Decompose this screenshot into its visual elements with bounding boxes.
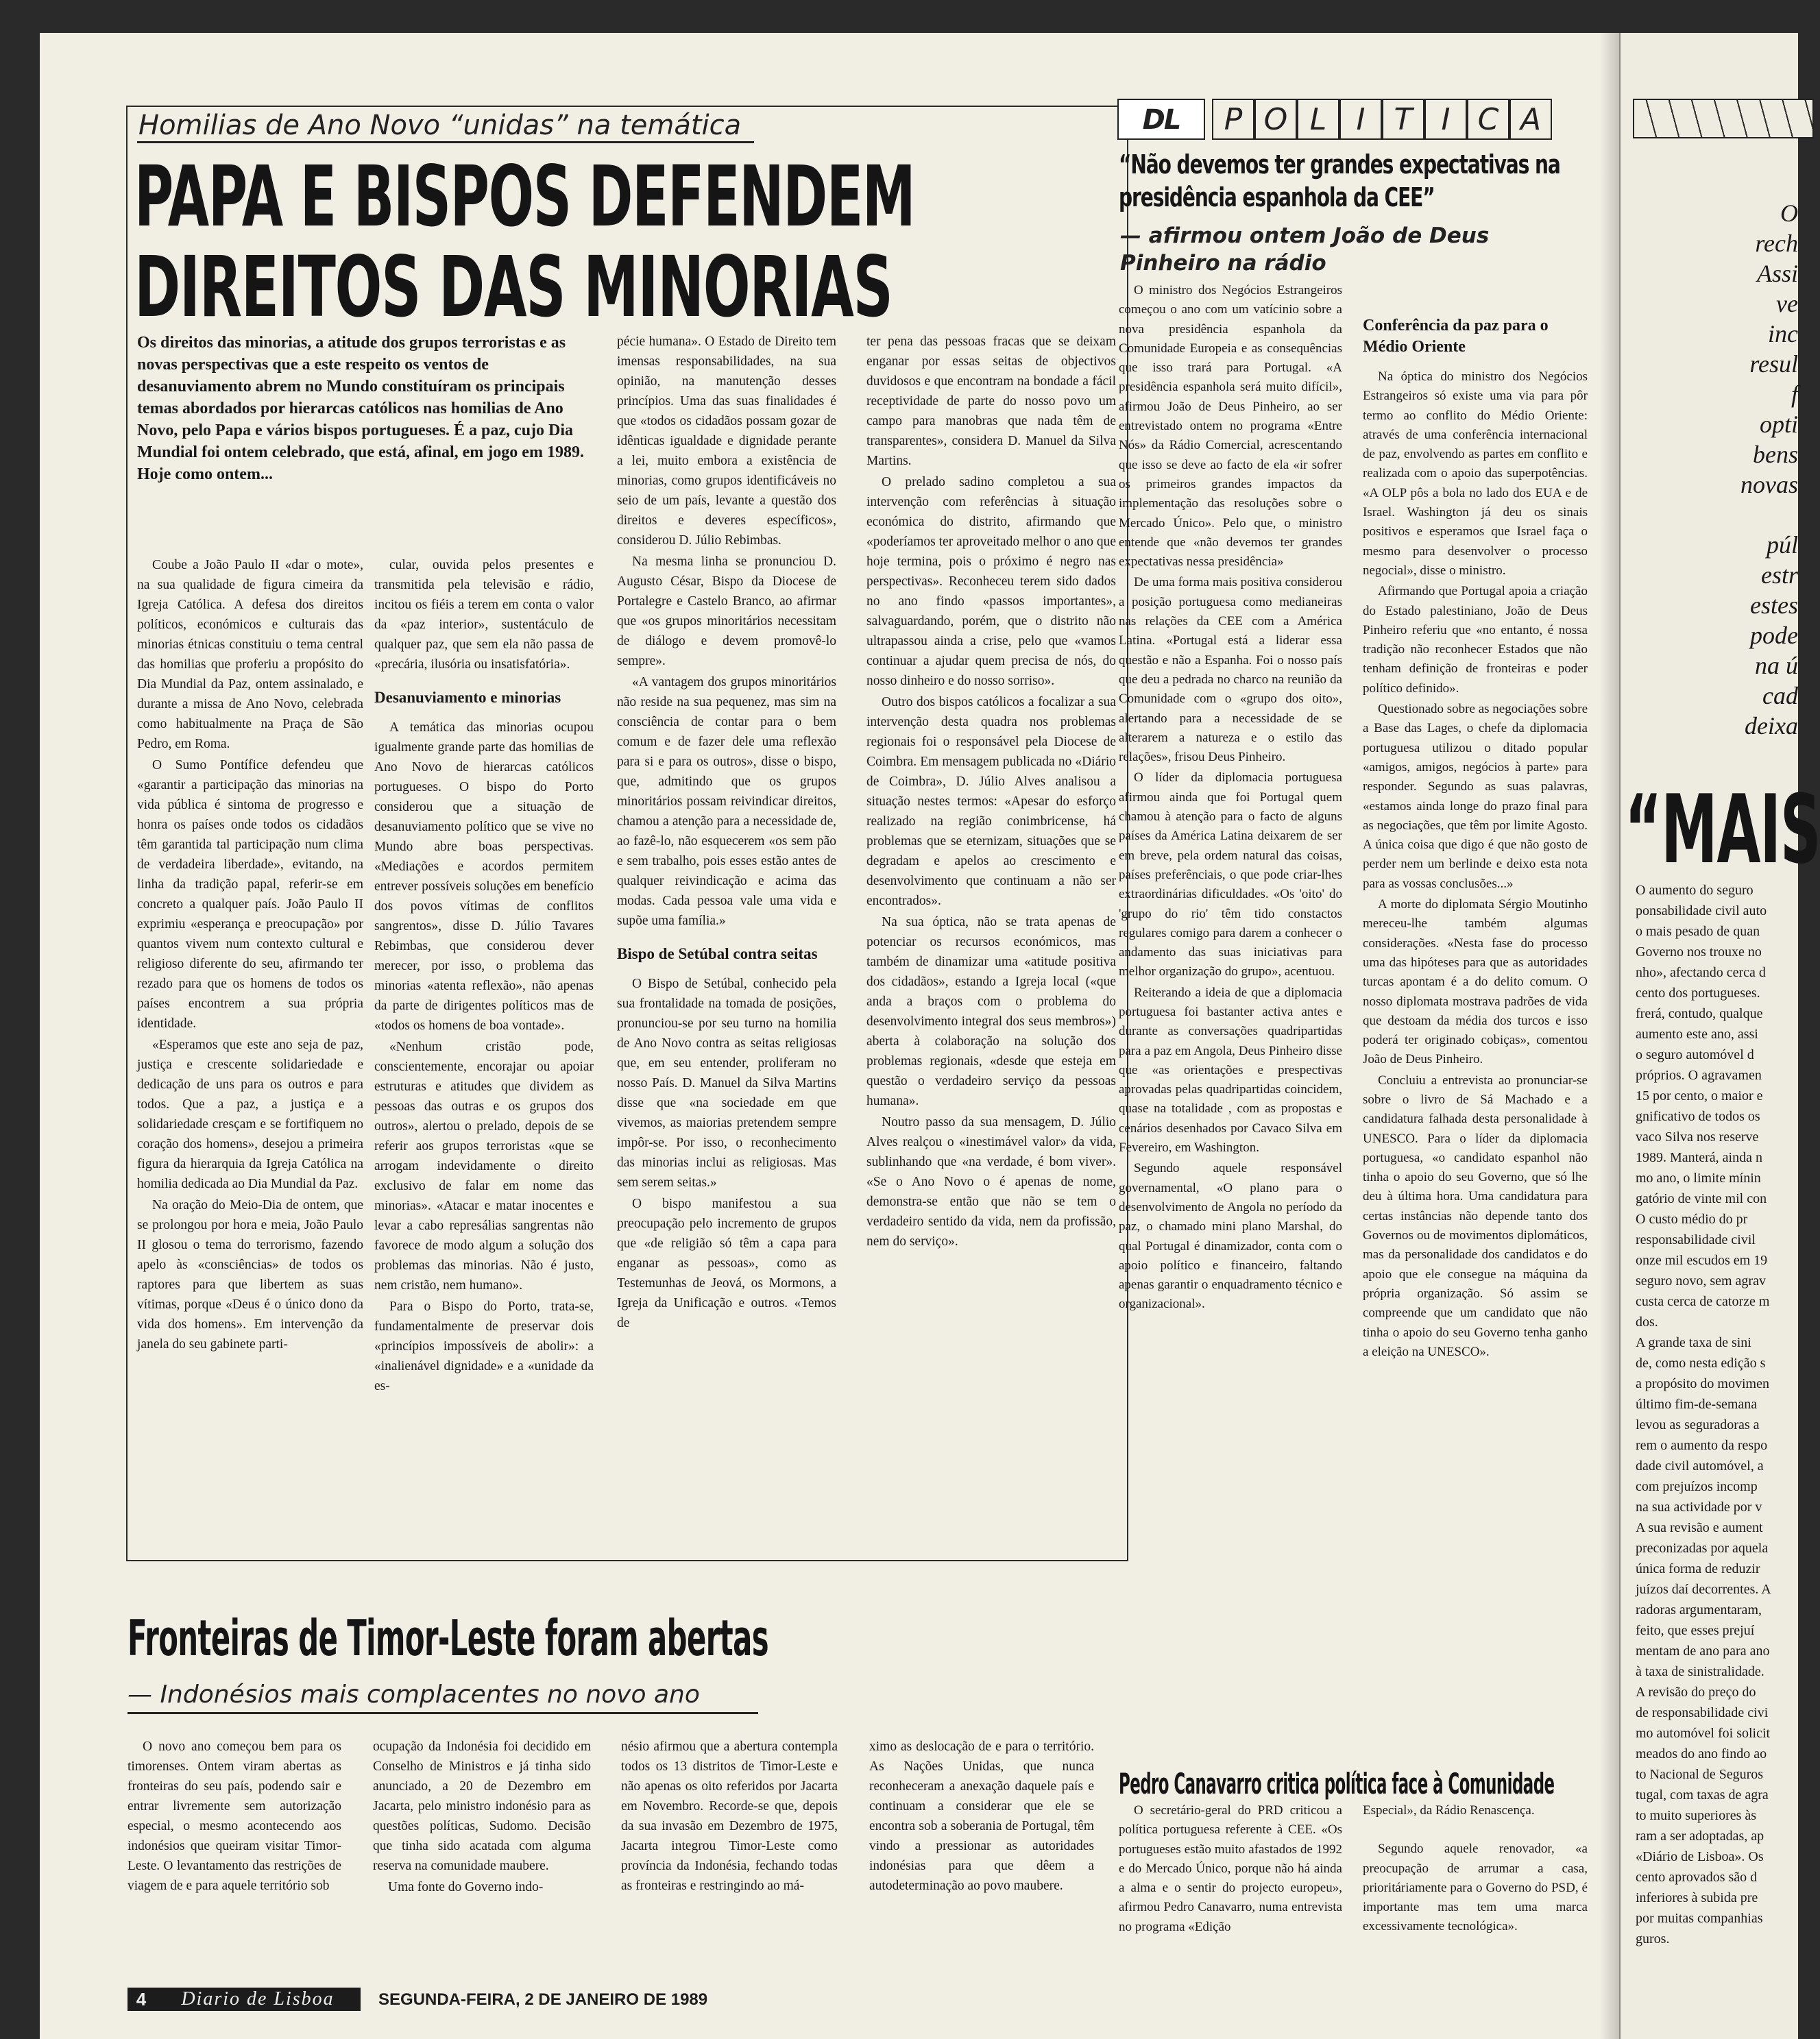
article-headline-line2: DIREITOS DAS MINORIAS — [134, 239, 893, 336]
next-page-body-line: guros. — [1636, 1931, 1670, 1946]
masthead-logo: Diario de Lisboa — [155, 1988, 361, 2011]
dl-logo: DL — [1117, 99, 1205, 140]
next-page-intro-line: novas — [1740, 471, 1798, 498]
next-page-body-line: O custo médio do pr — [1636, 1212, 1748, 1227]
next-page-body-line: gatório de vinte mil con — [1636, 1191, 1767, 1206]
next-page-body-line: por muitas companhias — [1636, 1911, 1763, 1926]
next-page-body-line: de responsabilidade civi — [1636, 1705, 1769, 1720]
paragraph: Na mesma linha se pronunciou D. Augusto César, Bispo da Diocese de Portalegre e Castelo Branco, ao afirmar que «os grupos minoritários necessitam de diálogo e devem promovê-lo sempre». — [617, 554, 836, 668]
timor-subtitle-rule — [128, 1712, 758, 1714]
next-page-intro-line: rech — [1755, 230, 1798, 257]
next-page-body-line: com prejuízos incomp — [1636, 1479, 1758, 1494]
paragraph: Reiterando a ideia de que a diplomacia portuguesa foi bastanter activa antes e durante as conversações quadripartidas para a paz em Angola, Deus Pinheiro disse que «as orientações e prespectivas aprovadas pelas quadripartidas coincidem, quase na totalidade , com as propostas e cenários desenhados por Cavaco Silva em Fevereiro, em Washington. — [1119, 985, 1342, 1156]
next-page-body-line: dade civil automóvel, a — [1636, 1458, 1764, 1474]
next-page-body-line: meados do ano findo ao — [1636, 1746, 1767, 1761]
next-page-body-line: O aumento do seguro — [1636, 883, 1754, 898]
next-page-body-line: A revisão do preço do — [1636, 1685, 1756, 1700]
next-page-intro-line: estes — [1750, 591, 1798, 619]
next-page-body-line: «Diário de Lisboa». Os — [1636, 1849, 1764, 1864]
next-page-body-line: à taxa de sinistralidade. — [1636, 1664, 1764, 1679]
section-subhead: Bispo de Setúbal contra seitas — [617, 945, 818, 962]
section-letter: I — [1424, 99, 1467, 140]
paragraph: Especial», da Rádio Renascença. — [1363, 1803, 1535, 1818]
paragraph: Coube a João Paulo II «dar o mote», na sua qualidade de figura cimeira da Igreja Católica. A defesa dos direitos políticos, económicos e culturais das minorias étnicas constituiu o tema central das homilias que proferiu a propósito do Dia Mundial da Paz, ontem assinalado, e durante a missa de Ano Novo, celebrada como habitualmente na Praça de São Pedro, em Roma. — [137, 558, 363, 751]
next-page-body-line: onze mil escudos em 19 — [1636, 1253, 1768, 1268]
paragraph: O Bispo de Setúbal, conhecido pela sua frontalidade na tomada de posições, pronunciou-se por seu turno na homilia de Ano Novo contra as seitas religiosas que, em seu entender, proliferam no nosso País. D. Manuel da Silva Martins disse que «na sociedade em que vivemos, as maiorias pretendem sempre impôr-se. Por isso, o reconhecimento das minorias inclui as religiosas. Mas sem serem seitas.» — [617, 977, 836, 1190]
next-page-body-line: dos. — [1636, 1315, 1658, 1330]
paragraph: Para o Bispo do Porto, trata-se, fundamentalmente de preservar dois «princípios impossíveis de abolir»: a «inalienável dignidade» e a «unidade da es- — [374, 1299, 594, 1393]
section-subhead: Desanuviamento e minorias — [374, 689, 561, 706]
next-page-body-line: ponsabilidade civil auto — [1636, 903, 1767, 918]
next-page-intro-line: opti — [1759, 411, 1798, 438]
next-page-body-line: custa cerca de catorze m — [1636, 1294, 1770, 1309]
timor-column-4 — [869, 1737, 1094, 1963]
next-page-body-line: próprios. O agravamen — [1636, 1068, 1762, 1083]
politics-column-2 — [1363, 315, 1588, 1768]
paragraph: Segundo aquele renovador, «a preocupação de arrumar a casa, prioritáriamente para o Governo do PSD, é importante mas tem uma marca excessivamente tecnológica». — [1363, 1842, 1588, 1934]
next-page-body-line: vaco Silva nos reserve — [1636, 1130, 1759, 1145]
next-page-body-line: a propósito do movimen — [1636, 1376, 1769, 1391]
next-page-body-line: seguro novo, sem agrav — [1636, 1273, 1766, 1289]
next-page-body-line: nho», afectando cerca d — [1636, 965, 1766, 980]
paragraph: «A vantagem dos grupos minoritários não reside na sua pequenez, mas sim na consciência de contar para o bem comum e de fazer dele uma reflexão para si e para os outros», disse o bispo, que, admitindo que os grupos minoritários possam reivindicar direitos, chamou a atenção para a necessidade de, ao fazê-lo, não esquecerem «os sem pão e sem trabalho, pois esses estão antes de qualquer reivindicação e acima das modas. Cada pessoa vale uma vida e supõe uma família.» — [617, 675, 836, 928]
paragraph: A morte do diplomata Sérgio Moutinho mereceu-lhe também algumas considerações. «Nesta fase do processo uma das hipóteses para que as autoridades turcas apontam é a do delito comum. O nosso diplomata mostrava padrões de vida que destoam da média dos turcos e isso poderá ter originado cobiças», comentou João de Deus Pinheiro. — [1363, 897, 1588, 1067]
next-page-body-line: radoras argumentaram, — [1636, 1602, 1762, 1617]
politics-headline: “Não devemos ter grandes expectativas na presidência espanhola da CEE” — [1119, 149, 1560, 212]
paragraph: O Sumo Pontífice defendeu que «garantir a participação das minorias na vida pública é sintoma de progresso e honra os países onde todos os cidadãos têm garantida tal participação num clima de verdadeira liberdade», evitando, na linha da tradição papal, referir-se em concreto a qualquer país. João Paulo II exprimiu «esperança e preocupação» por quantos vivem num contexto cultural e religioso diferente do seu, afirmando ter rezado para que os homens de todos os países encontrem a sua própria identidade. — [137, 758, 363, 1031]
next-page-body-line: de, como nesta edição s — [1636, 1356, 1766, 1371]
paragraph: pécie humana». O Estado de Direito tem imensas responsabilidades, na sua opinião, na manutenção desses princípios. Uma das suas finalidades é que «todos os cidadãos possam gozar de idênticas igualdade e dignidade perante a lei, muito embora a existência de minorias, como grupos identificáveis no seio de um país, levante a questão dos direitos e deveres específicos», considerou D. Júlio Rebimbas. — [617, 334, 836, 548]
next-page-body-line: mo ano, o limite mínin — [1636, 1171, 1761, 1186]
timor-headline: Fronteiras de Timor-Leste foram abertas — [128, 1609, 768, 1667]
paragraph: Afirmando que Portugal apoia a criação do Estado palestiniano, João de Deus Pinheiro referiu que «no entanto, é nossa tradição não reconhecer Estados que não tenham definição de fronteiras e poder político definido». — [1363, 584, 1588, 696]
next-page-body-line: to muito superiores às — [1636, 1808, 1757, 1823]
paragraph: Noutro passo da sua mensagem, D. Júlio Alves realçou o «inestimável valor» da vida, sublinhando que «na verdade, é bom viver». «Se o Ano Novo o é apenas de nome, demonstra-se então que não se tem o verdadeiro sentido da vida, nem da profissão, nem do serviço». — [866, 1115, 1116, 1249]
paragraph: cular, ouvida pelos presentes e transmitida pela televisão e rádio, incitou os fiéis a terem em conta o valor da «paz interior», sustentáculo de qualquer paz, que sem ela não passa de «precária, ilusória ou insatisfatória». — [374, 558, 594, 672]
brief-column-1 — [1119, 1801, 1342, 1979]
article-column-2 — [374, 555, 594, 1549]
next-page-banner — [1633, 99, 1814, 138]
next-page-body-line: cento aprovados são d — [1636, 1870, 1758, 1885]
section-letter: A — [1509, 99, 1552, 140]
politics-column-1 — [1119, 281, 1342, 1768]
next-page-intro-line: resul — [1749, 350, 1798, 378]
next-page-body-line: 15 por cento, o maior e — [1636, 1088, 1763, 1103]
next-page-intro-line: cad — [1762, 682, 1798, 709]
next-page-body-line: gnificativo de todos os — [1636, 1109, 1760, 1124]
next-page-body-line: mentam de ano para ano — [1636, 1644, 1770, 1659]
next-page-body-line: responsabilidade civil — [1636, 1232, 1756, 1247]
article-column-4 — [866, 332, 1116, 1549]
next-page-body-line: inferiores à subida pre — [1636, 1890, 1758, 1905]
paragraph: O ministro dos Negócios Estrangeiros começou o ano com um vatícinio sobre a nova presidência espanhola da Comunidade Europeia e as consequências que isso trará para Portugal. «A presidência espanhola será muito difícil», afirmou João de Deus Pinheiro, ao ser entrevistado ontem no programa «Entre Nós» da Rádio Comercial, acrescentando que isso se deve ao facto de ela «ir sofrer os primeiros grandes impactos da implementação das resoluções sobre o Mercado Único». Pelo que, o ministro entende que «não devemos ter grandes expectativas nessa presidência» — [1119, 283, 1342, 570]
next-page-body-line: aumento este ano, assi — [1636, 1027, 1758, 1042]
next-page-intro-line: púl — [1766, 531, 1798, 559]
next-page-body-line: último fim-de-semana — [1636, 1397, 1758, 1412]
paragraph: De uma forma mais positiva considerou a posição portuguesa como medianeiras nas relações da CEE com a América Latina. «Portugal está a liderar essa questão e não a Espanha. Foi o nosso país que deu a pedrada no charco na reunião da Comunidade com o «grupo dos oito», alertando para a necessidade de se alterarem a natureza e o estilo das relações», frisou Deus Pinheiro. — [1119, 575, 1342, 765]
next-page-body-line: A grande taxa de sini — [1636, 1335, 1751, 1350]
next-page-intro-line: O — [1780, 199, 1798, 227]
next-page-intro-line: na ú — [1755, 652, 1798, 679]
section-letter: T — [1382, 99, 1424, 140]
next-page-intro-line: pode — [1750, 622, 1798, 649]
next-page-intro-line: Assi — [1756, 260, 1798, 287]
brief-headline: Pedro Canavarro critica política face à Comunidade — [1119, 1767, 1555, 1800]
next-page-body-line: rem o aumento da respo — [1636, 1438, 1768, 1453]
next-page-body-line: frerá, contudo, qualque — [1636, 1006, 1763, 1021]
next-page-body-line: ram a ser adoptadas, ap — [1636, 1829, 1764, 1844]
paragraph: O prelado sadino completou a sua intervenção com referências à situação económica do distrito, afirmando que «poderíamos ter aproveitado melhor o ano que hoje termina, pois o próximo é negro nas perspectivas». Reconheceu terem sido dados no ano findo «passos importantes», salvaguardando, porém, que o distrito não ultrapassou ainda a crise, pelo que «vamos continuar a ajudar quem precisa de nós, do nosso dinheiro e do nosso sorriso». — [866, 475, 1116, 688]
section-letter: L — [1297, 99, 1339, 140]
next-page-body-line: 1989. Manterá, ainda n — [1636, 1150, 1762, 1165]
article-lead — [137, 332, 590, 544]
politics-banner — [1117, 99, 1590, 141]
next-page-intro-line: deixa — [1745, 712, 1798, 740]
timor-column-3 — [621, 1737, 838, 1963]
next-page-edge — [1619, 33, 1820, 2039]
timor-subtitle: — Indonésios mais complacentes no novo ano — [128, 1681, 700, 1709]
politics-subtitle: — afirmou ontem João de Deus Pinheiro na rádio — [1120, 223, 1490, 276]
next-page-body-line: tugal, com taxas de agra — [1636, 1787, 1769, 1803]
next-page-body-line: o mais pesado de quan — [1636, 924, 1760, 939]
next-page-body-line: preconizadas por aquela — [1636, 1541, 1769, 1556]
next-page-body-line: cento dos portugueses. — [1636, 986, 1760, 1001]
next-page-body-line: juízos daí decorrentes. A — [1636, 1582, 1771, 1597]
paragraph: Na sua óptica, não se trata apenas de potenciar os recursos económicos, mas também de dinamizar uma «atitude positiva dos cidadãos», estando a Igreja local («que anda a braços com o problema do desenvolvimento integral dos seus membros») aberta à colaboração na solução dos problemas regionais, «desde que esteja em questão o verdadeiro serviço da pessoas humana». — [866, 915, 1116, 1108]
page-footer — [128, 1988, 950, 2012]
paragraph: «Esperamos que este ano seja de paz, justiça e crescente solidariedade e dedicação de uns para os outros e para todos. Que a paz, a justiça e a solidariedade cresçam e se fortifiquem no coração dos homens», desejou a primeira figura da hierarquia da Igreja Católica na homilia dedicada ao Dia Mundial da Paz. — [137, 1038, 363, 1191]
next-page-intro-line: estr — [1761, 561, 1798, 589]
next-page-body-line: única forma de reduzir — [1636, 1561, 1760, 1576]
next-page-body-line: mo automóvel foi solicit — [1636, 1726, 1771, 1741]
next-page-intro-line: inc — [1768, 320, 1798, 347]
next-page-body-line: na sua actividade por v — [1636, 1500, 1762, 1515]
kicker-rule — [137, 141, 754, 143]
article-column-1 — [137, 555, 363, 1549]
paragraph: Uma fonte do Governo indo- — [388, 1880, 544, 1894]
newspaper-page — [40, 33, 1619, 2039]
paragraph: ximo as deslocação de e para o território. As Nações Unidas, que nunca reconheceram a anexação daquele país e continuam a considerar que ele se encontra sob a soberania de Portugal, têm vindo a pressionar as autoridades indonésias para que dêem a autodeterminação ao povo maubere. — [869, 1739, 1094, 1893]
next-page-body-line: to Nacional de Seguros — [1636, 1767, 1764, 1782]
paragraph: O bispo manifestou a sua preocupação pelo incremento de grupos que «de religião só têm a capa para enganar as pessoas», como as Testemunhas de Jeová, os Mormons, a Igreja da Unificação e outros. «Temos de — [617, 1197, 836, 1330]
next-page-body-line: o seguro automóvel d — [1636, 1047, 1754, 1062]
next-page-intro-line: f — [1791, 380, 1798, 408]
paragraph: Concluiu a entrevista ao pronunciar-se sobre o livro de Sá Machado e a candidatura falhada desta personalidade à UNESCO. Para o líder da diplomacia portuguesa, «o candidato espanhol não tinha o apoio do seu Governo, que só lhe deu à última hora. Uma candidatura para certas instâncias não depende tanto dos Governos ou de movimentos diplomáticos, mas da personalidade dos candidatos e do apoio que ele consegue na máquina da própria organização. Só assim se compreende que um candidato que não tinha o apoio do seu Governo tenha ganho a eleição na UNESCO». — [1363, 1073, 1588, 1359]
issue-date: SEGUNDA-FEIRA, 2 DE JANEIRO DE 1989 — [378, 1990, 708, 2009]
paragraph: Na óptica do ministro dos Negócios Estrangeiros só existe uma via para pôr termo ao conflito do Médio Oriente: através de uma conferência internacional de paz, envolvendo as partes em conflito e realizada com o apoio das superpotências. «A OLP pôs a bola no lado dos EUA e de Israel. Washington já deu os sinais positivos e esperamos que Israel faça o mesmo para desenvolver o processo negocial», disse o ministro. — [1363, 369, 1588, 578]
section-subhead: Conferência da paz para o Médio Oriente — [1363, 317, 1549, 356]
next-page-body-line: feito, que esses prejuí — [1636, 1623, 1755, 1638]
next-page-intro-line: ve — [1776, 290, 1798, 317]
paragraph: Questionado sobre as negociações sobre a Base das Lages, o chefe da diplomacia portuguesa utilizou o ditado popular «amigos, amigos, negócios à parte» para responder. Segundo as suas palavras, «estamos ainda longe do prazo final para as negociações, que têm por limite Agosto. A única coisa que digo é que não gosto de perder nem um berlinde e deixo esta nota para as vossas conclusões...» — [1363, 702, 1588, 891]
timor-column-2 — [373, 1737, 591, 1963]
article-headline-line1: PAPA E BISPOS DEFENDEM — [134, 148, 915, 245]
paragraph: A temática das minorias ocupou igualmente grande parte das homilias de Ano Novo de hierarcas católicos portugueses. O bispo do Porto considerou que a situação de desanuviamento político que se vive no Mundo abre boas perspectivas. «Mediações e acordos permitem entrever possíveis soluções em benefício dos povos vítimas de conflitos sangrentos», disse D. Júlio Tavares Rebimbas, que considerou dever merecer, por isso, o problema das minorias «atenta reflexão», não apenas da parte de dirigentes políticos mas de «todos os homens de boa vontade». — [374, 720, 594, 1033]
paragraph: O novo ano começou bem para os timorenses. Ontem viram abertas as fronteiras do seu país, podendo sair e entrar livremente sem autorização especial, o mesmo acontecendo aos indonésios que queiram visitar Timor-Leste. O levantamento das restrições de viagem de e para aquele território sob — [128, 1739, 341, 1893]
article-column-3 — [617, 332, 836, 1549]
article-kicker: Homilias de Ano Novo “unidas” na temática — [138, 110, 742, 141]
next-page-body-line: A sua revisão e aument — [1636, 1520, 1763, 1535]
lead-paragraph: Os direitos das minorias, a atitude dos grupos terroristas e as novas perspectivas que a este respeito os ventos de desanuviamento abrem no Mundo constituíram os principais temas abordados por hierarcas católicos nas homilias de Ano Novo, pelo Papa e vários bispos portugueses. É a paz, cujo Dia Mundial foi ontem celebrado, que está, afinal, em jogo em 1989. Hoje como ontem... — [137, 334, 584, 483]
section-letter: C — [1467, 99, 1509, 140]
paragraph: Segundo aquele responsável governamental, «O plano para o desenvolvimento de Angola no período da paz, o chamado mini plano Marshal, do qual Portugal é dinamizador, conta com o apoio político e financeiro, faltando apenas garantir o enquadramento técnico e organizacional». — [1119, 1161, 1342, 1312]
next-page-body-line: Governo nos trouxe no — [1636, 944, 1762, 960]
brief-column-2 — [1363, 1801, 1588, 1979]
next-page-intro-line: bens — [1753, 441, 1798, 468]
paragraph: Outro dos bispos católicos a focalizar a sua intervenção desta quadra nos problemas regionais foi o responsável pela Diocese de Coimbra. Em mensagem publicada no «Diário de Coimbra», D. Júlio Alves analisou a situação nestes termos: «Apesar do esforço realizado na região conimbricense, há problemas que se eternizam, situações que se degradam e apelos ao crescimento e desenvolvimento que continuam a não ser encontrados». — [866, 695, 1116, 908]
page-number: 4 — [128, 1988, 155, 2011]
section-letter: P — [1212, 99, 1254, 140]
section-letter: O — [1254, 99, 1297, 140]
timor-column-1 — [128, 1737, 341, 1963]
next-page-body-line: levou as seguradoras a — [1636, 1417, 1760, 1432]
paragraph: Na oração do Meio-Dia de ontem, que se prolongou por hora e meia, João Paulo II glosou o tema do terrorismo, fazendo apelo às «consciências» de todos os raptores para que libertem as suas vítimas, porque «Deus é o único dono da vida dos homens». Em intervenção da janela do seu gabinete parti- — [137, 1198, 363, 1352]
paragraph: nésio afirmou que a abertura contempla todos os 13 distritos de Timor-Leste e não apenas os oito referidos por Jacarta em Novembro. Recorde-se que, depois da sua invasão em Dezembro de 1975, Jacarta integrou Timor-Leste como província da Indonésia, fechando todas as fronteiras e restringindo ao má- — [621, 1739, 838, 1893]
paragraph: ter pena das pessoas fracas que se deixam enganar por essas seitas de objectivos duvidosos e que encontram na bondade a fácil receptividade de parte do nosso povo um campo para manobras que nada têm de transparentes», considera D. Manuel da Silva Martins. — [866, 334, 1116, 468]
paragraph: O secretário-geral do PRD criticou a política portuguesa referente à CEE. «Os portugueses estão muito afastados de 1992 e do Mercado Único, porque não há ainda a alma e o sentir do projecto europeu», afirmou Pedro Canavarro, numa entrevista no programa «Edição — [1119, 1803, 1342, 1934]
page-fold-shadow — [1600, 33, 1619, 2039]
paragraph: O líder da diplomacia portuguesa afirmou ainda que foi Portugal quem chamou à atenção para o facto de alguns países da América Latina deixarem de ser em breve, pela ordem natural das coisas, países preferênciais, o que pode criar-lhes extraordinárias dificuldades. «Os 'oito' do 'grupo do rio' têm tido constactos regulares comigo para darem a conhecer o andamento das suas iniciativas para melhor organização do grupo», acentuou. — [1119, 770, 1342, 979]
section-letter: I — [1339, 99, 1382, 140]
next-page-headline: “MAIS — [1625, 774, 1820, 885]
paragraph: ocupação da Indonésia foi decidido em Conselho de Ministros e já tinha sido anunciado, a 20 de Dezembro em Jacarta, pelo ministro indonésio para as questões políticas, Sudomo. Decisão que tinha sido acatada com alguma reserva na comunidade maubere. — [373, 1739, 591, 1873]
paragraph: «Nenhum cristão pode, conscientemente, encorajar ou apoiar estruturas e atitudes que dividem as pessoas das outras e os grupos dos outros», alertou o prelado, depois de se referir aos grupos terroristas «que se arrogam indevidamente o direito exclusivo de falar em nome das minorias». «Atacar e matar inocentes e levar a cabo represálias sangrentas não favorece de modo algum a solução dos problemas das minorias. Não é justo, nem cristão, nem humano». — [374, 1040, 594, 1293]
